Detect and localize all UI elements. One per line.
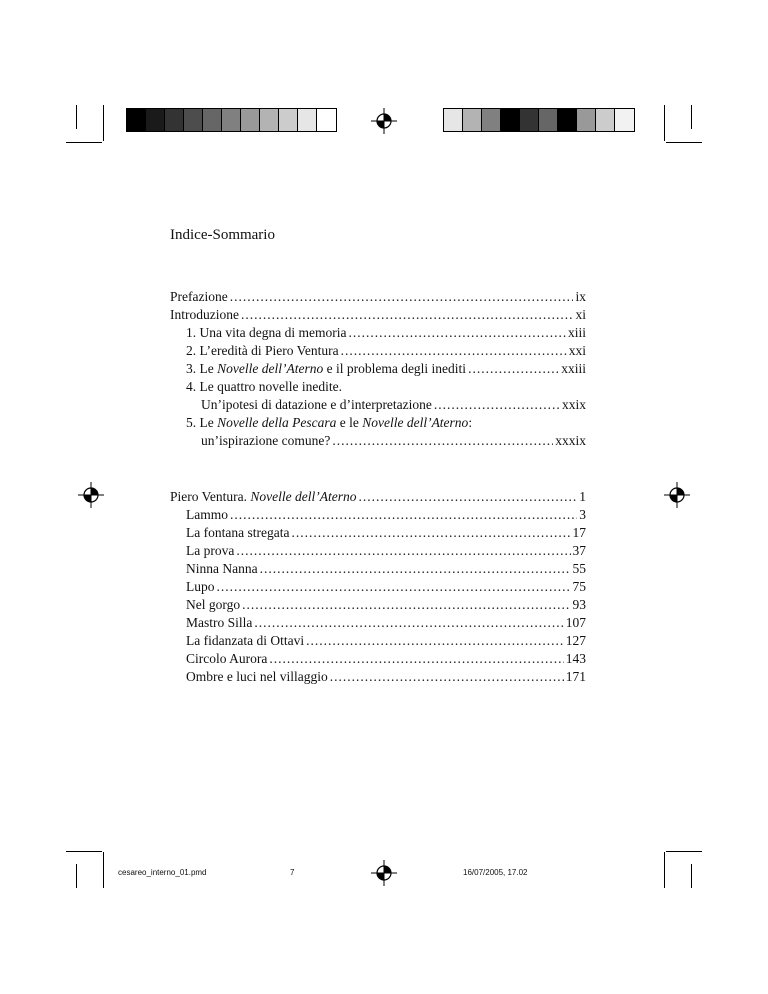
color-swatch	[127, 109, 146, 131]
toc-label: La fontana stregata	[186, 525, 290, 540]
crop-mark	[666, 851, 702, 852]
leader-dots	[291, 523, 570, 543]
crop-mark	[66, 142, 102, 143]
toc-page: 93	[572, 597, 586, 612]
toc-label: Prefazione	[170, 289, 228, 304]
leader-dots	[230, 287, 574, 307]
color-swatch	[577, 109, 596, 131]
color-swatch	[482, 109, 501, 131]
toc-page: 107	[565, 615, 586, 630]
color-swatch	[203, 109, 222, 131]
toc-page: xxiii	[561, 361, 586, 376]
toc-entry-novella	[186, 595, 586, 615]
leader-dots	[269, 649, 563, 669]
toc-entry-intro-1	[186, 323, 586, 343]
color-swatch	[501, 109, 520, 131]
color-swatch	[279, 109, 298, 131]
leader-dots	[260, 559, 571, 579]
crop-mark	[666, 142, 702, 143]
toc-label: 5. Le Novelle della Pescara e le Novelle dell’Aterno:	[186, 415, 473, 430]
registration-mark-icon	[371, 108, 397, 134]
toc-page: 75	[572, 579, 586, 594]
toc-entry-novella	[186, 577, 586, 597]
leader-dots	[341, 341, 567, 361]
toc-page: xiii	[567, 325, 586, 340]
color-swatch	[298, 109, 317, 131]
toc-page: 3	[579, 507, 586, 522]
toc-label: 2. L’eredità di Piero Ventura	[186, 343, 339, 358]
color-swatch	[444, 109, 463, 131]
toc-entry-novella	[186, 631, 586, 651]
toc-entry-intro-5-cont	[201, 431, 586, 451]
color-bar-left	[126, 108, 337, 132]
toc-label: Un’ipotesi di datazione e d’interpretazione	[201, 397, 432, 412]
toc-entry-novella	[186, 667, 586, 687]
toc-page: xi	[575, 307, 586, 322]
color-swatch	[165, 109, 184, 131]
toc-entry-novella	[186, 523, 586, 543]
crop-mark	[66, 851, 102, 852]
leader-dots	[242, 595, 570, 615]
toc-entry-novella	[186, 649, 586, 669]
toc-page: 127	[565, 633, 586, 648]
toc-entry-intro-3	[186, 359, 586, 379]
color-swatch	[463, 109, 482, 131]
leader-dots	[217, 577, 571, 597]
crop-mark	[691, 864, 692, 888]
color-swatch	[260, 109, 279, 131]
color-swatch	[222, 109, 241, 131]
slug-timestamp: 16/07/2005, 17.02	[463, 868, 528, 877]
toc-page: xxxix	[555, 433, 586, 448]
color-swatch	[615, 109, 634, 131]
toc-label: La prova	[186, 543, 235, 558]
leader-dots	[306, 631, 564, 651]
toc-entry-intro-2	[186, 341, 586, 361]
color-swatch	[184, 109, 203, 131]
toc-label: Lammo	[186, 507, 228, 522]
slug-page-number: 7	[290, 868, 295, 877]
leader-dots	[230, 505, 577, 525]
toc-page: 37	[572, 543, 586, 558]
color-swatch	[520, 109, 539, 131]
crop-mark	[103, 105, 104, 141]
leader-dots	[332, 431, 553, 451]
toc-label: La fidanzata di Ottavi	[186, 633, 305, 648]
color-bar-right	[443, 108, 635, 132]
toc-entry-novella	[186, 505, 586, 525]
toc-label: 4. Le quattro novelle inedite.	[186, 379, 342, 394]
page-title: Indice-Sommario	[170, 227, 275, 243]
toc-entry-prefazione	[170, 287, 586, 307]
leader-dots	[241, 305, 574, 325]
crop-mark	[664, 852, 665, 888]
leader-dots	[254, 613, 563, 633]
color-swatch	[146, 109, 165, 131]
toc-page: xxi	[568, 343, 586, 358]
toc-entry-intro-4	[186, 377, 586, 397]
toc-entry-novelle	[170, 487, 586, 507]
color-swatch	[558, 109, 577, 131]
toc-label: Lupo	[186, 579, 215, 594]
crop-mark	[691, 105, 692, 129]
toc-label: 1. Una vita degna di memoria	[186, 325, 347, 340]
slug-filename: cesareo_interno_01.pmd	[118, 868, 207, 877]
toc-page: 143	[565, 651, 586, 666]
toc-entry-novella	[186, 541, 586, 561]
toc-label: Circolo Aurora	[186, 651, 268, 666]
toc-entry-novella	[186, 559, 586, 579]
leader-dots	[236, 541, 570, 561]
crop-mark	[664, 105, 665, 141]
leader-dots	[434, 395, 560, 415]
leader-dots	[358, 487, 577, 507]
toc-label: Ninna Nanna	[186, 561, 258, 576]
color-swatch	[317, 109, 336, 131]
color-swatch	[241, 109, 260, 131]
toc-label: Nel gorgo	[186, 597, 241, 612]
toc-page: xxix	[561, 397, 586, 412]
registration-mark-icon	[78, 482, 104, 508]
toc-label: 3. Le Novelle dell’Aterno e il problema degli inediti	[186, 361, 467, 376]
crop-mark	[76, 105, 77, 129]
toc-label: Ombre e luci nel villaggio	[186, 669, 328, 684]
toc-entry-intro-4-cont	[201, 395, 586, 415]
toc-page: 17	[572, 525, 586, 540]
crop-mark	[76, 864, 77, 888]
toc-entry-introduzione	[170, 305, 586, 325]
toc-page: 55	[572, 561, 586, 576]
leader-dots	[468, 359, 559, 379]
toc-label: Mastro Silla	[186, 615, 253, 630]
crop-mark	[103, 852, 104, 888]
toc-page: 1	[579, 489, 586, 504]
toc-page: ix	[575, 289, 586, 304]
toc-entry-intro-5	[186, 413, 586, 433]
color-swatch	[539, 109, 558, 131]
toc-label: Introduzione	[170, 307, 239, 322]
toc-label: un’ispirazione comune?	[201, 433, 331, 448]
toc-page: 171	[565, 669, 586, 684]
color-swatch	[596, 109, 615, 131]
leader-dots	[330, 667, 564, 687]
registration-mark-icon	[371, 860, 397, 886]
leader-dots	[348, 323, 566, 343]
toc-entry-novella	[186, 613, 586, 633]
toc-label: Piero Ventura. Novelle dell’Aterno	[170, 489, 357, 504]
registration-mark-icon	[664, 482, 690, 508]
